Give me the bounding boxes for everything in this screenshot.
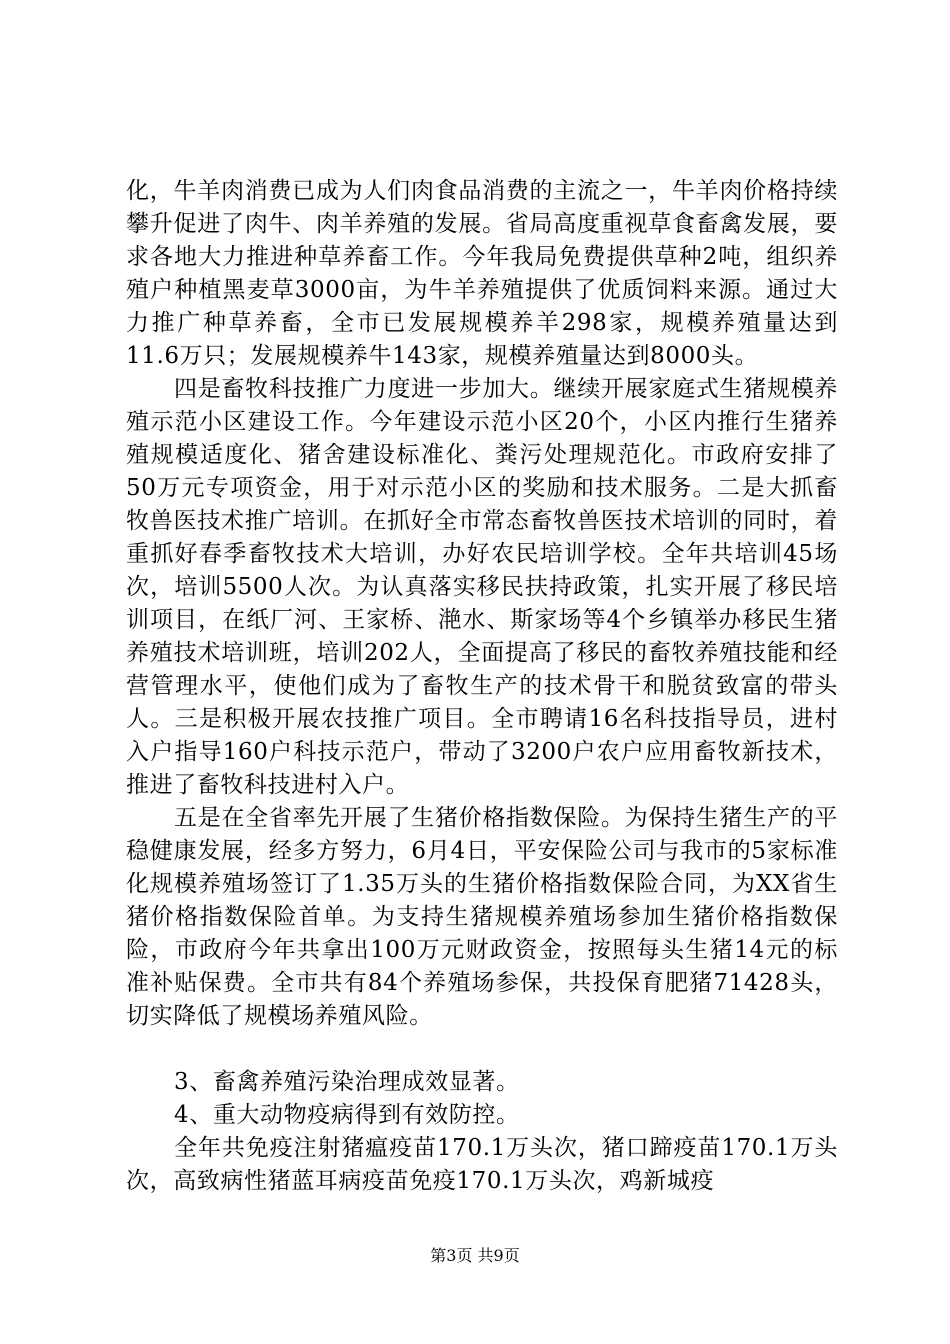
paragraph-3: 五是在全省率先开展了生猪价格指数保险。为保持生猪生产的平稳健康发展，经多方努力，6月4日，平安保险公司与我市的5家标准化规模养殖场签订了1.35万头的生猪价格指数保险合同，为XX省生猪价格指数保险首单。为支持生猪规模养殖场参加生猪价格指数保险，市政府今年共拿出100万元财政资金，按照每头生猪14元的标准补贴保费。全市共有84个养殖场参保，共投保育肥猪71428头，切实降低了规模场养殖风险。 bbox=[126, 805, 838, 1029]
paragraph-2: 四是畜牧科技推广力度进一步加大。继续开展家庭式生猪规模养殖示范小区建设工作。今年建设示范小区20个，小区内推行生猪养殖规模适度化、猪舍建设标准化、粪污处理规范化。市政府安排了50万元专项资金，用于对示范小区的奖励和技术服务。二是大抓畜牧兽医技术推广培训。在抓好全市常态畜牧兽医技术培训的同时，着重抓好春季畜牧技术大培训，办好农民培训学校。全年共培训45场次，培训5500人次。为认真落实移民扶持政策，扎实开展了移民培训项目，在纸厂河、王家桥、滟水、斯家场等4个乡镇举办移民生猪养殖技术培训班，培训202人，全面提高了移民的畜牧养殖技能和经营管理水平，使他们成为了畜牧生产的技术骨干和脱贫致富的带头人。三是积极开展农技推广项目。全市聘请16名科技指导员，进村入户指导160户科技示范户，带动了3200户农户应用畜牧新技术，推进了畜牧科技进村入户。 bbox=[126, 376, 838, 798]
paragraph-gap bbox=[126, 1033, 838, 1066]
page-footer: 第3页 共9页 bbox=[430, 1246, 520, 1265]
document-body bbox=[126, 175, 838, 1198]
section-heading-4: 4、重大动物疫病得到有效防控。 bbox=[174, 1102, 520, 1128]
paragraph-1: 化，牛羊肉消费已成为人们肉食品消费的主流之一，牛羊肉价格持续攀升促进了肉牛、肉羊养殖的发展。省局高度重视草食畜禽发展，要求各地大力推进种草养畜工作。今年我局免费提供草种2吨，组织养殖户种植黑麦草3000亩，为牛羊养殖提供了优质饲料来源。通过大力推广种草养畜，全市已发展规模养羊298家，规模养殖量达到11.6万只；发展规模养牛143家，规模养殖量达到8000头。 bbox=[126, 178, 838, 369]
paragraph-4: 全年共免疫注射猪瘟疫苗170.1万头次，猪口蹄疫苗170.1万头次，高致病性猪蓝耳病疫苗免疫170.1万头次，鸡新城疫 bbox=[126, 1135, 838, 1194]
section-heading-3: 3、畜禽养殖污染治理成效显著。 bbox=[174, 1069, 520, 1095]
